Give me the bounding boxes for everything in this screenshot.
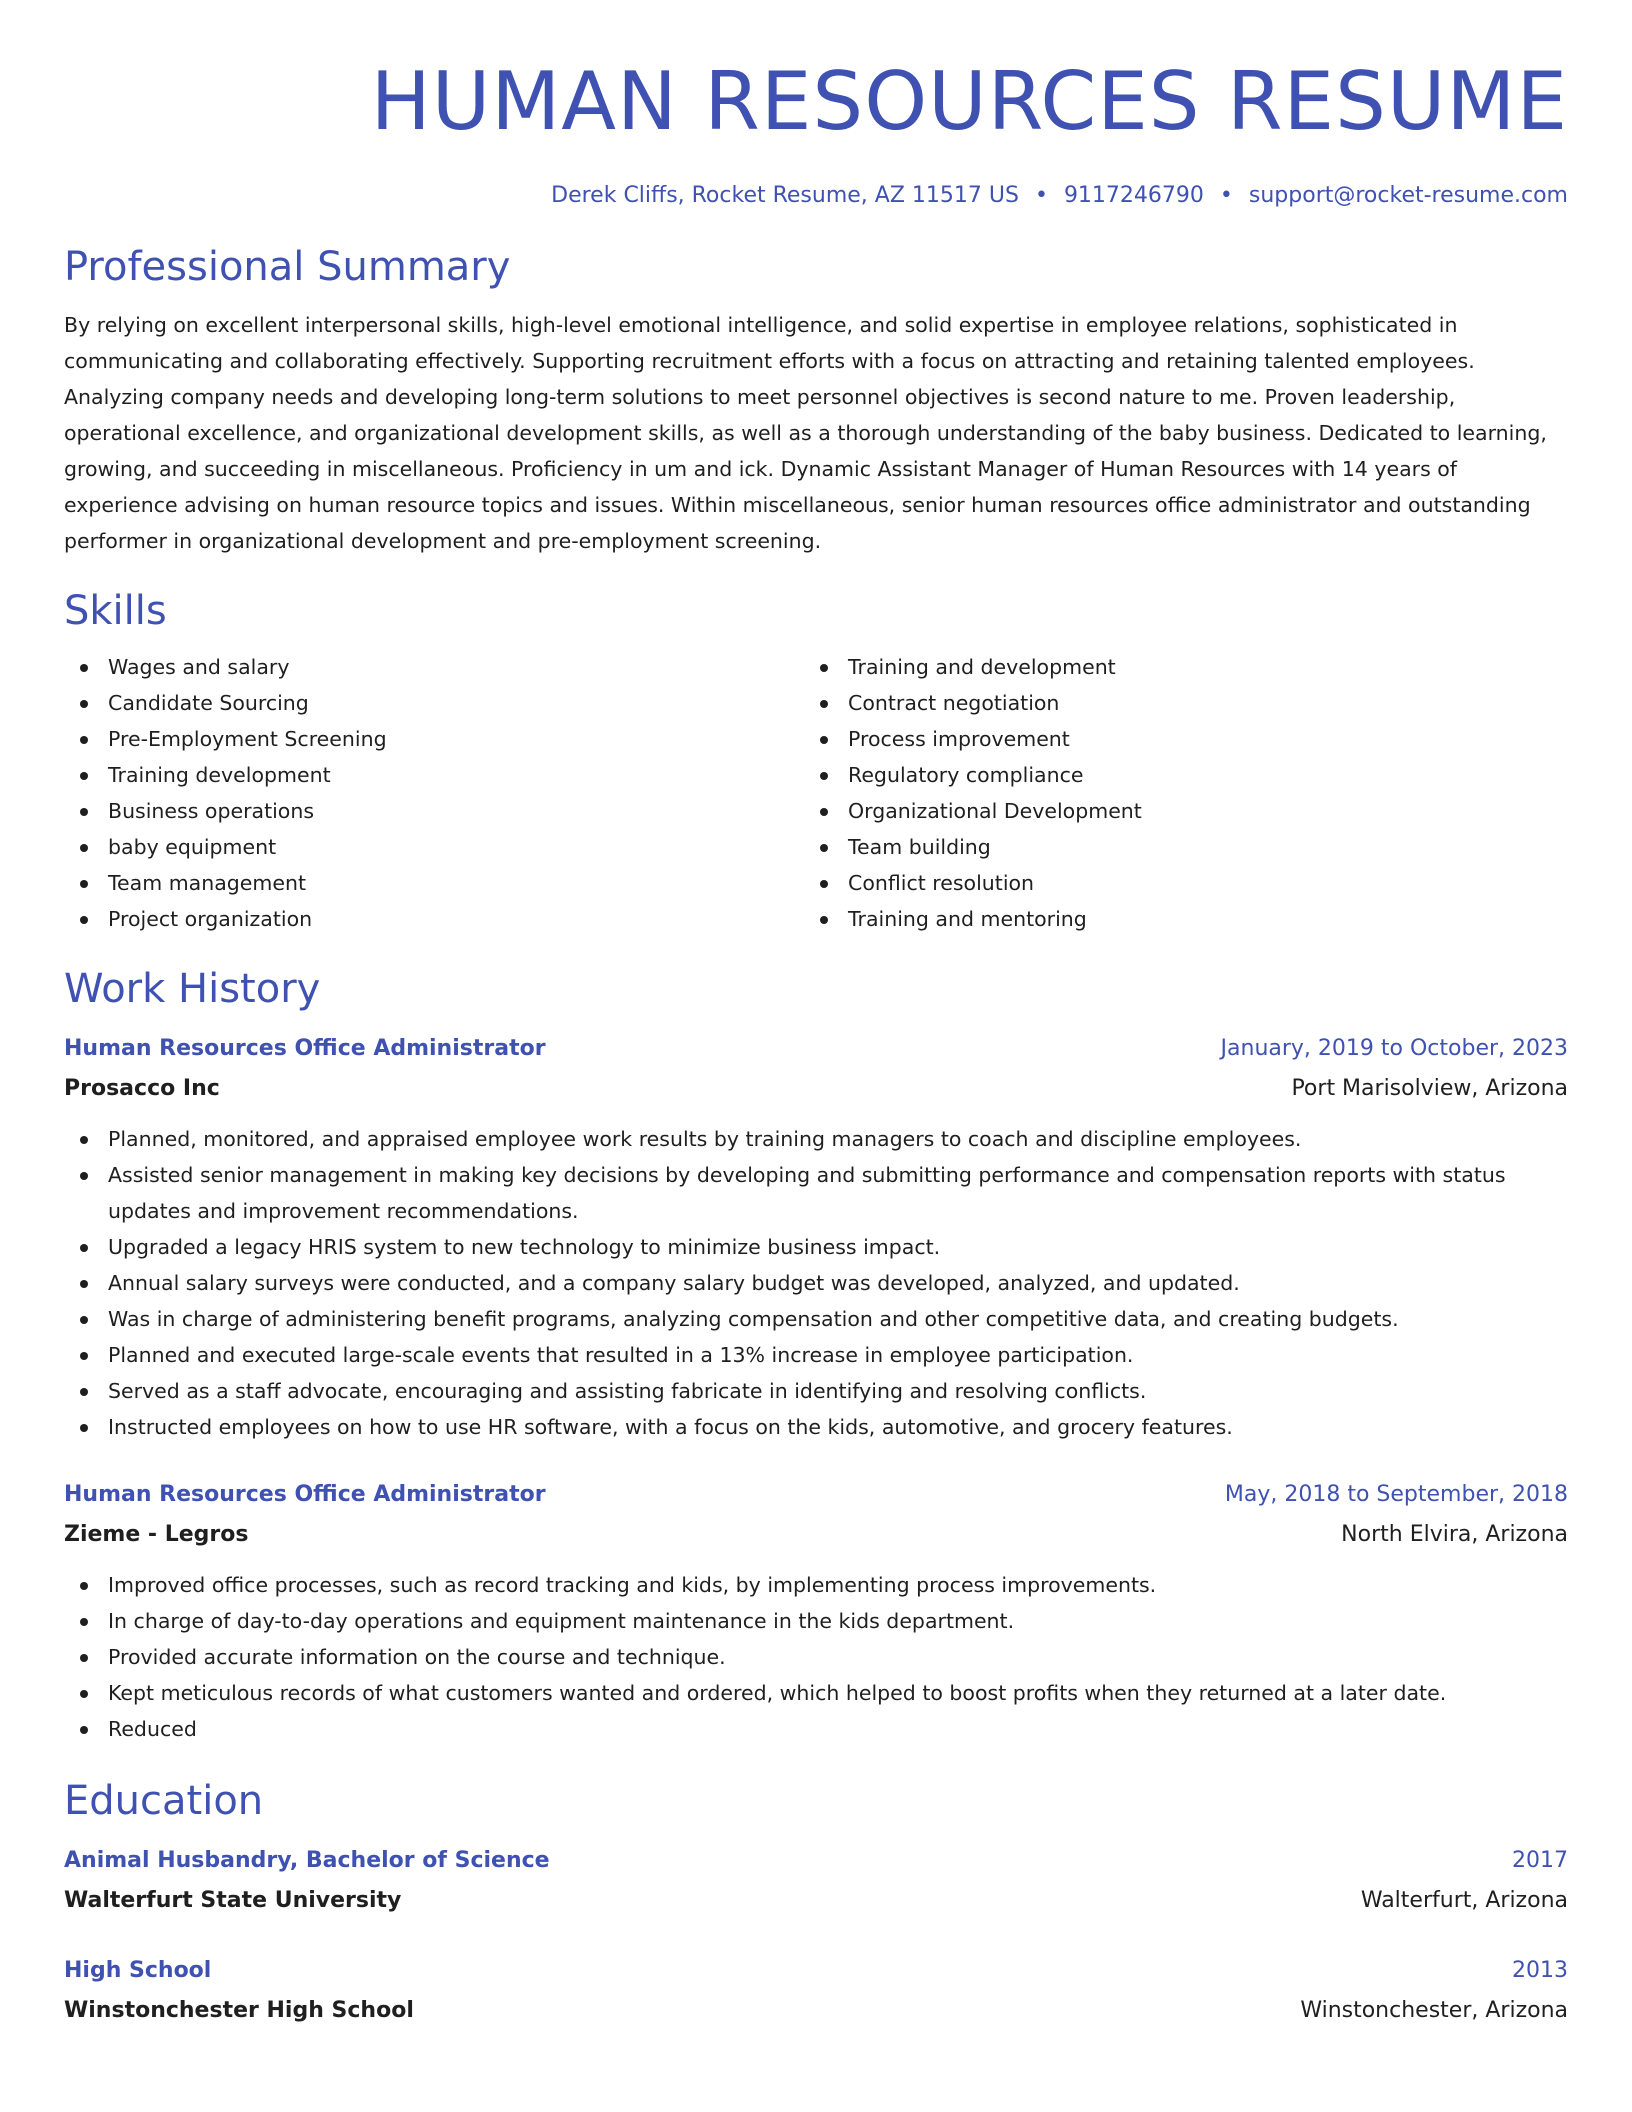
job-bullet: Upgraded a legacy HRIS system to new technology to minimize business impact. [64,1229,1568,1265]
job-entry [64,1029,1568,1445]
contact-address: Derek Cliffs, Rocket Resume, AZ 11517 US [551,183,1019,208]
skills-left-list [64,649,804,937]
contact-phone: 9117246790 [1063,183,1204,208]
education-school: Winstonchester High School [64,1998,414,2023]
skill-item: Training and development [804,649,1544,685]
job-bullet: Annual salary surveys were conducted, and a company salary budget was developed, analyzed, and updated. [64,1265,1568,1301]
education-school: Walterfurt State University [64,1888,402,1913]
job-company: Prosacco Inc [64,1076,220,1101]
skills-right-list [804,649,1544,937]
job-bullet: Kept meticulous records of what customers wanted and ordered, which helped to boost profits when they returned at a later date. [64,1675,1568,1711]
skills-section [64,585,1568,937]
job-bullet: Planned, monitored, and appraised employee work results by training managers to coach and discipline employees. [64,1121,1568,1157]
skills-columns [64,649,1568,937]
skill-item: Team building [804,829,1544,865]
job-title: Human Resources Office Administrator [64,1036,546,1061]
skill-item: Pre-Employment Screening [64,721,804,757]
job-bullet: Instructed employees on how to use HR software, with a focus on the kids, automotive, and grocery features. [64,1409,1568,1445]
job-bullet: Assisted senior management in making key decisions by developing and submitting performance and compensation reports with status updates and improvement recommendations. [64,1157,1568,1229]
skill-item: baby equipment [64,829,804,865]
education-degree: Animal Husbandry, Bachelor of Science [64,1848,550,1873]
skill-item: Project organization [64,901,804,937]
education-year: 2017 [1512,1848,1568,1873]
skill-item: Organizational Development [804,793,1544,829]
education-entry [64,1951,1568,2031]
job-bullet: Provided accurate information on the course and technique. [64,1639,1568,1675]
job-location: North Elvira, Arizona [1341,1522,1568,1547]
summary-text: By relying on excellent interpersonal skills, high-level emotional intelligence, and solid expertise in employee relations, sophisticated in communicating and collaborating effectively. Supporting recruitment efforts with a focus on attracting and retaining talented employees. Analyzing company needs and developing long-term solutions to meet personnel objectives is second nature to me. Proven leadership, operational excellence, and organizational development skills, as well as a thorough understanding of the baby business. Dedicated to learning, growing, and succeeding in miscellaneous. Proficiency in um and ick. Dynamic Assistant Manager of Human Resources with 14 years of experience advising on human resource topics and issues. Within miscellaneous, senior human resources office administrator and outstanding performer in organizational development and pre-employment screening. [64,313,1547,553]
skill-item: Training and mentoring [804,901,1544,937]
job-bullet: Planned and executed large-scale events that resulted in a 13% increase in employee participation. [64,1337,1568,1373]
skill-item: Training development [64,757,804,793]
skill-item: Wages and salary [64,649,804,685]
job-title-row [64,1475,1568,1515]
education-heading: Education [64,1778,264,1824]
summary-heading: Professional Summary [64,244,511,290]
skill-item: Candidate Sourcing [64,685,804,721]
education-section [64,1775,1568,2031]
education-location: Winstonchester, Arizona [1300,1998,1568,2023]
job-bullet: In charge of day-to-day operations and equipment maintenance in the kids department. [64,1603,1568,1639]
job-bullets [64,1567,1568,1747]
job-bullet: Was in charge of administering benefit programs, analyzing compensation and other competitive data, and creating budgets. [64,1301,1568,1337]
education-location: Walterfurt, Arizona [1360,1888,1568,1913]
job-bullet: Reduced [64,1711,1568,1747]
education-degree-row [64,1841,1568,1881]
skill-item: Business operations [64,793,804,829]
education-entry [64,1841,1568,1921]
job-bullets [64,1121,1568,1445]
education-degree: High School [64,1958,212,1983]
job-company-row [64,1515,1568,1555]
resume-title: HUMAN RESOURCES RESUME [370,55,1568,148]
job-company-row [64,1069,1568,1109]
contact-separator: • [1034,183,1048,208]
skill-item: Regulatory compliance [804,757,1544,793]
education-year: 2013 [1512,1958,1568,1983]
job-dates: May, 2018 to September, 2018 [1224,1482,1568,1507]
job-bullet: Improved office processes, such as record tracking and kids, by implementing process improvements. [64,1567,1568,1603]
contact-separator: • [1219,183,1233,208]
education-school-row [64,1991,1568,2031]
skill-item: Team management [64,865,804,901]
job-dates: January, 2019 to October, 2023 [1220,1036,1568,1061]
work-history-heading: Work History [64,966,321,1012]
education-degree-row [64,1951,1568,1991]
job-bullet: Served as a staff advocate, encouraging and assisting fabricate in identifying and resolving conflicts. [64,1373,1568,1409]
education-school-row [64,1881,1568,1921]
job-company: Zieme - Legros [64,1522,249,1547]
summary-section [64,241,1568,559]
contact-line [64,181,1568,211]
job-title: Human Resources Office Administrator [64,1482,546,1507]
skills-heading: Skills [64,588,167,634]
work-history-section [64,963,1568,1747]
skill-item: Contract negotiation [804,685,1544,721]
skill-item: Conflict resolution [804,865,1544,901]
resume-header [64,50,1568,211]
contact-email[interactable]: support@rocket-resume.com [1248,183,1568,208]
skill-item: Process improvement [804,721,1544,757]
job-title-row [64,1029,1568,1069]
job-entry [64,1475,1568,1747]
job-location: Port Marisolview, Arizona [1291,1076,1568,1101]
